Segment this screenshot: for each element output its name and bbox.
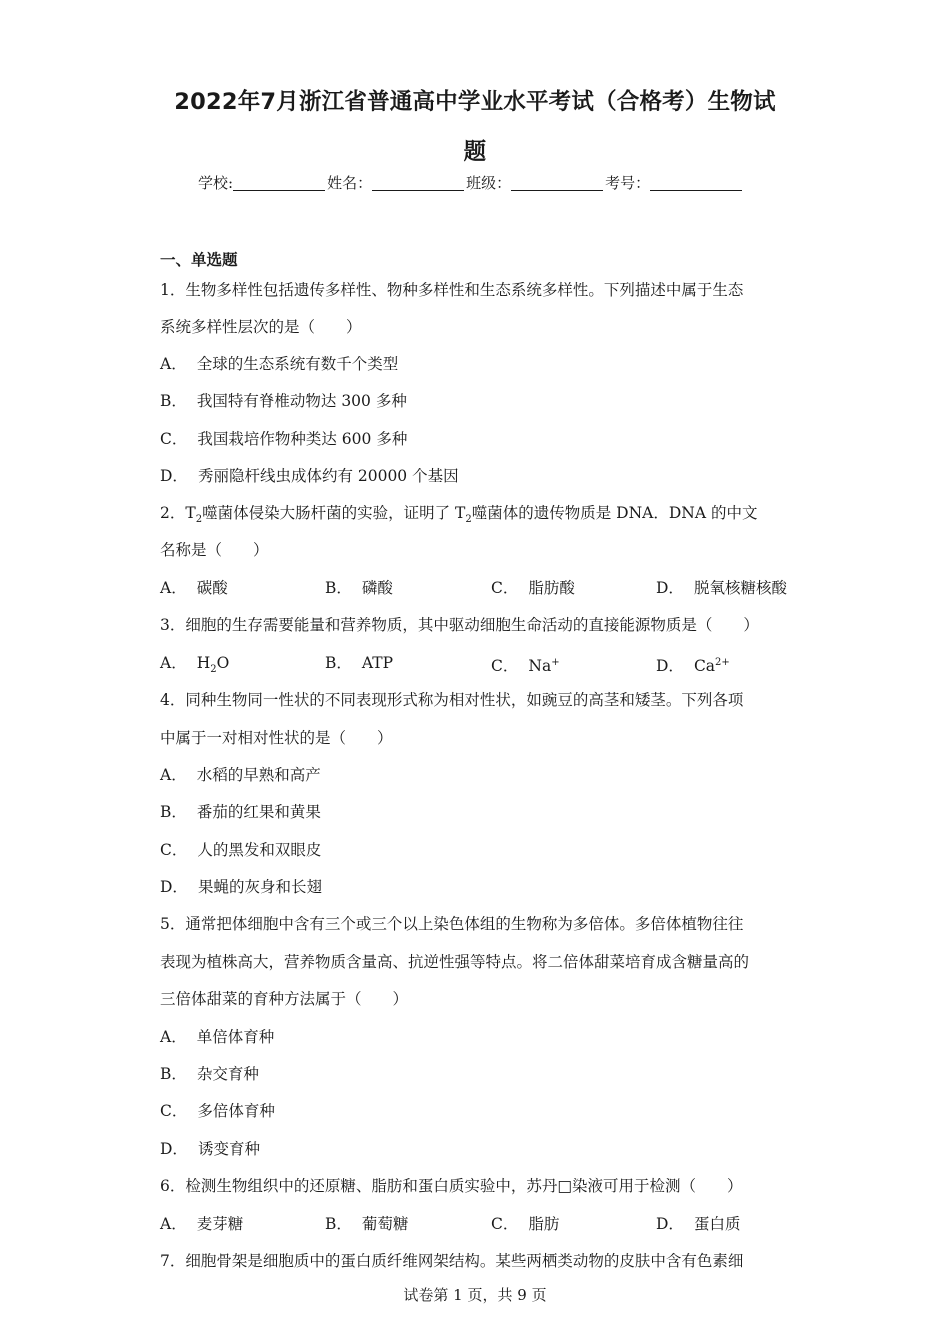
class-blank — [511, 175, 603, 191]
q3-option-c: C． Na+ — [491, 657, 560, 676]
q2-stem-line2: 名称是（ ） — [160, 541, 269, 559]
page-title-line1: 2022年7月浙江省普通高中学业水平考试（合格考）生物试 — [174, 89, 776, 115]
q6-option-c: C． 脂肪 — [491, 1215, 560, 1233]
q6-option-d: D． 蛋白质 — [656, 1215, 741, 1233]
exam-no-blank — [650, 175, 742, 191]
q2-stem-line1: 2．$T_2$噬菌体侵染大肠杆菌的实验，证明了 $T_2$噬菌体的遗传物质是 DNA．DNA 的中文 — [160, 504, 758, 526]
q1-option-b: B． 我国特有脊椎动物达 300 多种 — [160, 392, 407, 410]
q4-option-b: B． 番茄的红果和黄果 — [160, 803, 321, 821]
name-label: 姓名： — [327, 174, 373, 192]
q2-option-a: A． 碳酸 — [160, 579, 228, 597]
q3-option-a: A． $H_2O$ — [160, 654, 230, 676]
q3-option-d: D． $Ca^{2+}$ — [656, 657, 730, 676]
q1-option-a: A． 全球的生态系统有数千个类型 — [160, 355, 399, 373]
q1-option-d: D． 秀丽隐杆线虫成体约有 20000 个基因 — [160, 467, 459, 485]
q1-stem-line1: 1．生物多样性包括遗传多样性、物种多样性和生态系统多样性。下列描述中属于生态 — [160, 281, 744, 299]
school-blank — [233, 175, 325, 191]
school-label: 学校: — [198, 174, 234, 192]
q4-option-d: D． 果蝇的灰身和长翅 — [160, 878, 322, 896]
q6-option-a: A． 麦芽糖 — [160, 1215, 244, 1233]
q5-stem-line3: 三倍体甜菜的育种方法属于（ ） — [160, 990, 409, 1008]
q2-option-c: C． 脂肪酸 — [491, 579, 575, 597]
q5-option-c: C． 多倍体育种 — [160, 1102, 275, 1120]
q6-option-b: B． 葡萄糖 — [325, 1215, 409, 1233]
q1-stem-line2: 系统多样性层次的是（ ） — [160, 318, 362, 336]
q4-stem-line1: 4．同种生物同一性状的不同表现形式称为相对性状，如豌豆的高茎和矮茎。下列各项 — [160, 691, 744, 709]
page-title-line2: 题 — [463, 139, 487, 165]
q5-option-d: D． 诱变育种 — [160, 1140, 260, 1158]
q3-stem-line1: 3．细胞的生存需要能量和营养物质，其中驱动细胞生命活动的直接能源物质是（ ） — [160, 616, 759, 634]
q4-stem-line2: 中属于一对相对性状的是（ ） — [160, 729, 393, 747]
q5-option-a: A． 单倍体育种 — [160, 1028, 275, 1046]
q5-stem-line1: 5．通常把体细胞中含有三个或三个以上染色体组的生物称为多倍体。多倍体植物往往 — [160, 915, 744, 933]
q2-option-b: B． 磷酸 — [325, 579, 393, 597]
q7-stem-line1: 7．细胞骨架是细胞质中的蛋白质纤维网架结构。某些两栖类动物的皮肤中含有色素细 — [160, 1252, 744, 1270]
q5-stem-line2: 表现为植株高大，营养物质含量高、抗逆性强等特点。将二倍体甜菜培育成含糖量高的 — [160, 953, 750, 971]
q1-option-c: C． 我国栽培作物种类达 600 多种 — [160, 430, 408, 448]
name-blank — [372, 175, 464, 191]
q3-option-b: B． ATP — [325, 654, 394, 672]
q4-option-c: C． 人的黑发和双眼皮 — [160, 841, 322, 859]
section-heading: 一、单选题 — [160, 251, 238, 269]
q2-option-d: D． 脱氧核糖核酸 — [656, 579, 787, 597]
exam-no-label: 考号： — [605, 174, 651, 192]
q4-option-a: A． 水稻的早熟和高产 — [160, 766, 321, 784]
q6-stem-line1: 6．检测生物组织中的还原糖、脂肪和蛋白质实验中，苏丹□染液可用于检测（ ） — [160, 1177, 743, 1195]
student-info-row — [198, 172, 744, 193]
page-footer: 试卷第 1 页，共 9 页 — [403, 1286, 547, 1304]
q5-option-b: B． 杂交育种 — [160, 1065, 259, 1083]
class-label: 班级： — [466, 174, 512, 192]
